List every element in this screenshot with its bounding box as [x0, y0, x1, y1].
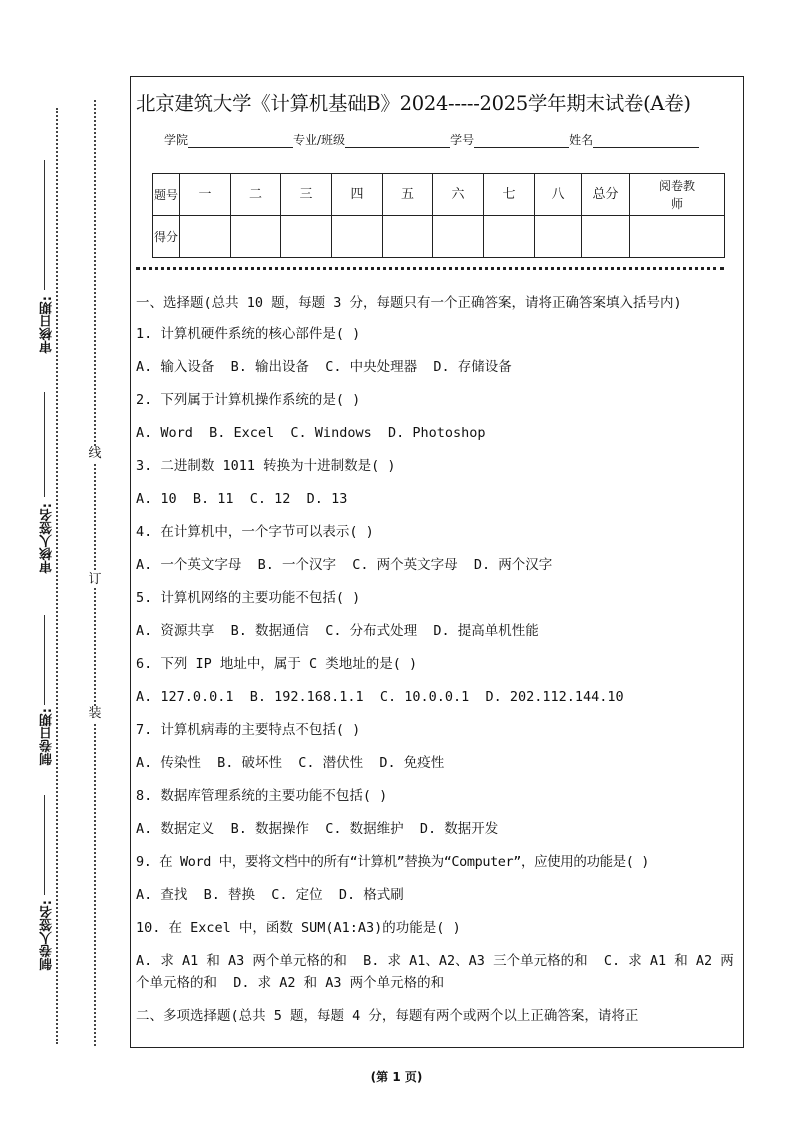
score-cell[interactable] — [383, 216, 433, 258]
col-8: 八 — [535, 174, 582, 216]
question-5-options: A. 资源共享 B. 数据通信 C. 分布式处理 D. 提高单机性能 — [136, 623, 539, 639]
score-cell[interactable] — [535, 216, 582, 258]
question-5: 5. 计算机网络的主要功能不包括( ) — [136, 590, 361, 606]
col-3: 三 — [281, 174, 332, 216]
question-6-options: A. 127.0.0.1 B. 192.168.1.1 C. 10.0.0.1 D. 202.112.144.10 — [136, 689, 624, 705]
row-label-tihao: 题号 — [153, 174, 180, 216]
score-table — [152, 173, 725, 258]
student-info-row — [164, 131, 699, 148]
score-cell-grader[interactable] — [630, 216, 725, 258]
col-2: 二 — [231, 174, 281, 216]
student-id-label: 学号 — [450, 133, 475, 147]
name-label: 姓名 — [569, 133, 594, 147]
question-4: 4. 在计算机中，一个字节可以表示( ) — [136, 524, 374, 540]
question-2: 2. 下列属于计算机操作系统的是( ) — [136, 392, 361, 408]
exam-content — [136, 292, 740, 1027]
score-cell[interactable] — [281, 216, 332, 258]
dotted-separator — [136, 267, 724, 270]
name-field[interactable] — [593, 133, 699, 148]
row-label-defen: 得分 — [153, 216, 180, 258]
college-field[interactable] — [188, 133, 293, 148]
score-cell[interactable] — [433, 216, 484, 258]
cut-char-zhuang: 装 — [88, 706, 102, 721]
score-cell[interactable] — [332, 216, 383, 258]
question-6: 6. 下列 IP 地址中，属于 C 类地址的是( ) — [136, 656, 418, 672]
question-7-options: A. 传染性 B. 破坏性 C. 潜伏性 D. 免疫性 — [136, 755, 445, 771]
question-list — [136, 323, 740, 994]
major-label: 专业/班级 — [293, 133, 346, 147]
exam-title: 北京建筑大学《计算机基础B》2024-----2025学年期末试卷(A卷) — [136, 92, 691, 115]
question-4-options: A. 一个英文字母 B. 一个汉字 C. 两个英文字母 D. 两个汉字 — [136, 557, 553, 573]
review-date-label: 审核日期: — [40, 296, 55, 354]
review-date-line — [44, 160, 46, 290]
cut-char-xian: 线 — [88, 446, 102, 461]
score-table-header-row — [153, 174, 725, 216]
score-cell[interactable] — [231, 216, 281, 258]
make-date-line — [44, 615, 46, 705]
major-field[interactable] — [345, 133, 450, 148]
student-id-field[interactable] — [474, 133, 569, 148]
make-date-label: 制卷日期: — [40, 708, 55, 766]
question-1: 1. 计算机硬件系统的核心部件是( ) — [136, 326, 361, 342]
question-1-options: A. 输入设备 B. 输出设备 C. 中央处理器 D. 存储设备 — [136, 359, 512, 375]
score-cell[interactable] — [484, 216, 535, 258]
score-table-score-row — [153, 216, 725, 258]
reviewer-sign-line — [44, 392, 46, 497]
question-10: 10. 在 Excel 中，函数 SUM(A1:A3)的功能是( ) — [136, 920, 461, 936]
college-label: 学院 — [164, 133, 189, 147]
col-7: 七 — [484, 174, 535, 216]
score-cell[interactable] — [180, 216, 231, 258]
section2-heading: 二、多项选择题(总共 5 题，每题 4 分，每题有两个或两个以上正确答案，请将正 — [136, 1008, 639, 1024]
maker-sign-label: 制卷人签名: — [40, 900, 55, 971]
col-grader: 阅卷教师 — [630, 174, 725, 216]
question-9-options: A. 查找 B. 替换 C. 定位 D. 格式刷 — [136, 887, 404, 903]
col-4: 四 — [332, 174, 383, 216]
question-3: 3. 二进制数 1011 转换为十进制数是( ) — [136, 458, 396, 474]
col-5: 五 — [383, 174, 433, 216]
reviewer-sign-label: 审核人签名: — [40, 503, 55, 574]
question-9: 9. 在 Word 中，要将文档中的所有“计算机”替换为“Computer”，应使用的功能是( ) — [136, 854, 649, 870]
section1-heading: 一、选择题(总共 10 题，每题 3 分，每题只有一个正确答案，请将正确答案填入括号内) — [136, 295, 682, 311]
question-2-options: A. Word B. Excel C. Windows D. Photoshop — [136, 425, 486, 441]
col-1: 一 — [180, 174, 231, 216]
question-7: 7. 计算机病毒的主要特点不包括( ) — [136, 722, 361, 738]
question-8: 8. 数据库管理系统的主要功能不包括( ) — [136, 788, 388, 804]
question-8-options: A. 数据定义 B. 数据操作 C. 数据维护 D. 数据开发 — [136, 821, 499, 837]
outer-dotted-line — [56, 108, 58, 1044]
score-cell-total[interactable] — [582, 216, 630, 258]
col-6: 六 — [433, 174, 484, 216]
page-number: (第 1 页) — [370, 1070, 423, 1084]
question-10-options: A. 求 A1 和 A3 两个单元格的和 B. 求 A1、A2、A3 三个单元格的和 C. 求 A1 和 A2 两个单元格的和 D. 求 A2 和 A3 两个单元格的和 — [136, 953, 734, 991]
cut-char-ding: 订 — [88, 572, 102, 587]
question-3-options: A. 10 B. 11 C. 12 D. 13 — [136, 491, 348, 507]
maker-sign-line — [44, 795, 46, 895]
col-total: 总分 — [582, 174, 630, 216]
